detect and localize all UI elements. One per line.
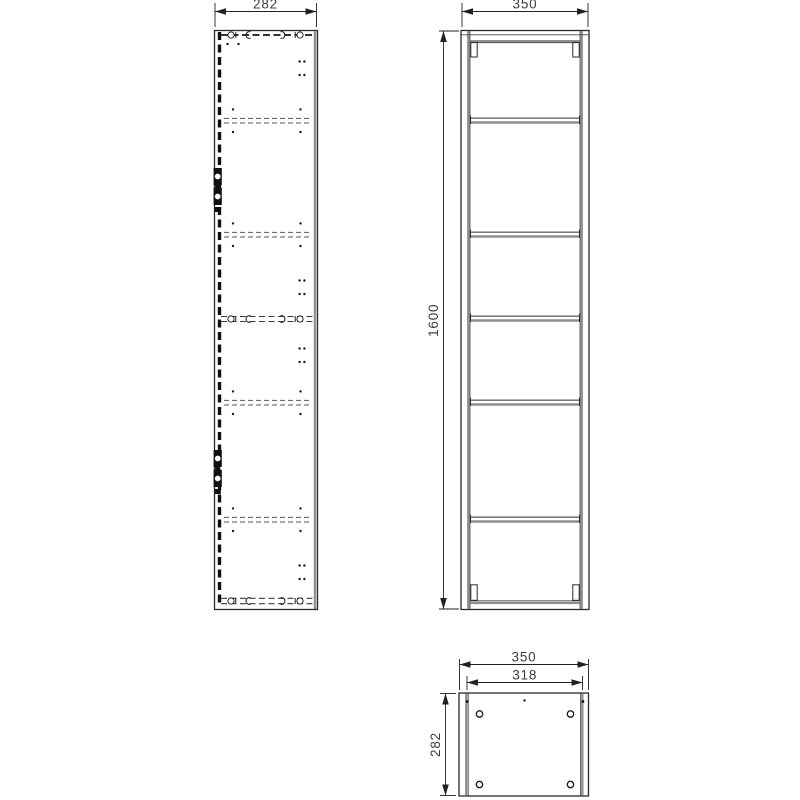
top-view	[428, 649, 588, 796]
dim-label-side-depth: 282	[253, 0, 278, 12]
shelf-pin-holes	[232, 108, 302, 532]
top-panel-pilot-holes	[226, 43, 239, 45]
dim-side-depth	[215, 0, 317, 27]
bracket-bottom-right	[573, 585, 579, 601]
shelves	[470, 116, 580, 524]
dim-label-front-width: 350	[512, 0, 538, 12]
dim-front-height	[426, 31, 459, 609]
top-view-pilot-marks	[466, 699, 584, 703]
dim-front-width	[462, 0, 588, 27]
front-view	[426, 0, 589, 609]
dim-top-depth	[428, 694, 456, 796]
top-panel-hidden-line	[221, 32, 314, 39]
dim-label-front-height: 1600	[425, 303, 441, 337]
fixed-shelf-hidden-line	[221, 316, 314, 323]
dim-top-inner-width	[467, 668, 583, 690]
bracket-bottom-left	[471, 585, 477, 601]
bracket-top-left	[471, 43, 477, 58]
top-view-fixing-holes	[476, 711, 573, 788]
dim-label-top-width: 350	[511, 649, 537, 665]
top-view-body-outline	[459, 693, 589, 796]
side-view	[214, 0, 318, 609]
bracket-top-right	[573, 43, 579, 58]
bottom-panel-hidden-line	[221, 598, 314, 605]
dim-label-top-inner-width: 318	[512, 667, 538, 683]
dim-label-top-depth: 282	[428, 732, 444, 757]
